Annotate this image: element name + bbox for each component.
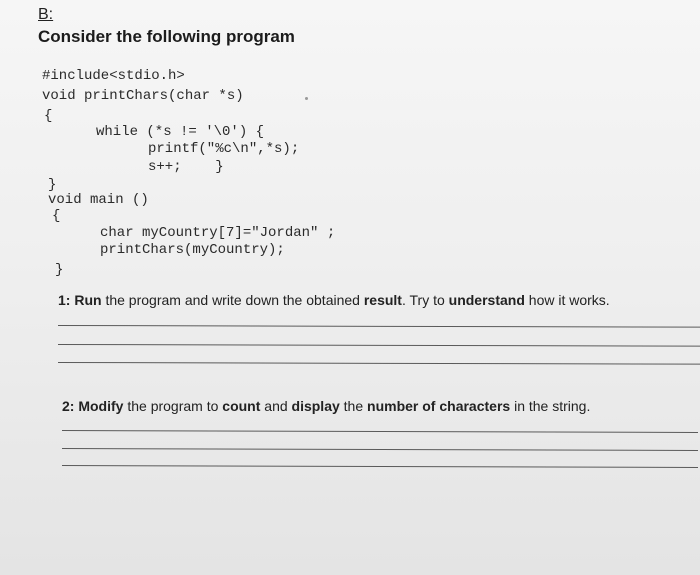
code-line: } bbox=[48, 177, 57, 193]
answer-line bbox=[58, 362, 700, 365]
code-line: while (*s != '\0') { bbox=[96, 124, 265, 140]
code-line: printChars(myCountry); bbox=[100, 242, 285, 258]
code-line: } bbox=[55, 262, 64, 278]
code-line: void main () bbox=[48, 192, 149, 208]
code-line: char myCountry[7]="Jordan" ; bbox=[100, 225, 336, 241]
question-1: 1: Run the program and write down the obtained result. Try to understand how it works. bbox=[58, 292, 610, 308]
code-line: { bbox=[44, 108, 53, 124]
question-2: 2: Modify the program to count and display the number of characters in the string. bbox=[62, 398, 591, 414]
answer-line bbox=[58, 344, 700, 347]
code-line: printf("%c\n",*s); bbox=[148, 141, 300, 157]
answer-line bbox=[62, 448, 698, 451]
section-label: B: bbox=[38, 6, 54, 23]
code-line: #include<stdio.h> bbox=[42, 68, 185, 84]
stray-mark bbox=[305, 97, 308, 100]
code-line: { bbox=[52, 208, 61, 224]
answer-line bbox=[62, 465, 698, 468]
answer-line bbox=[58, 325, 700, 328]
code-line: s++; } bbox=[148, 159, 224, 175]
page-title: Consider the following program bbox=[38, 27, 295, 46]
code-line: void printChars(char *s) bbox=[42, 88, 244, 104]
answer-line bbox=[62, 430, 698, 433]
